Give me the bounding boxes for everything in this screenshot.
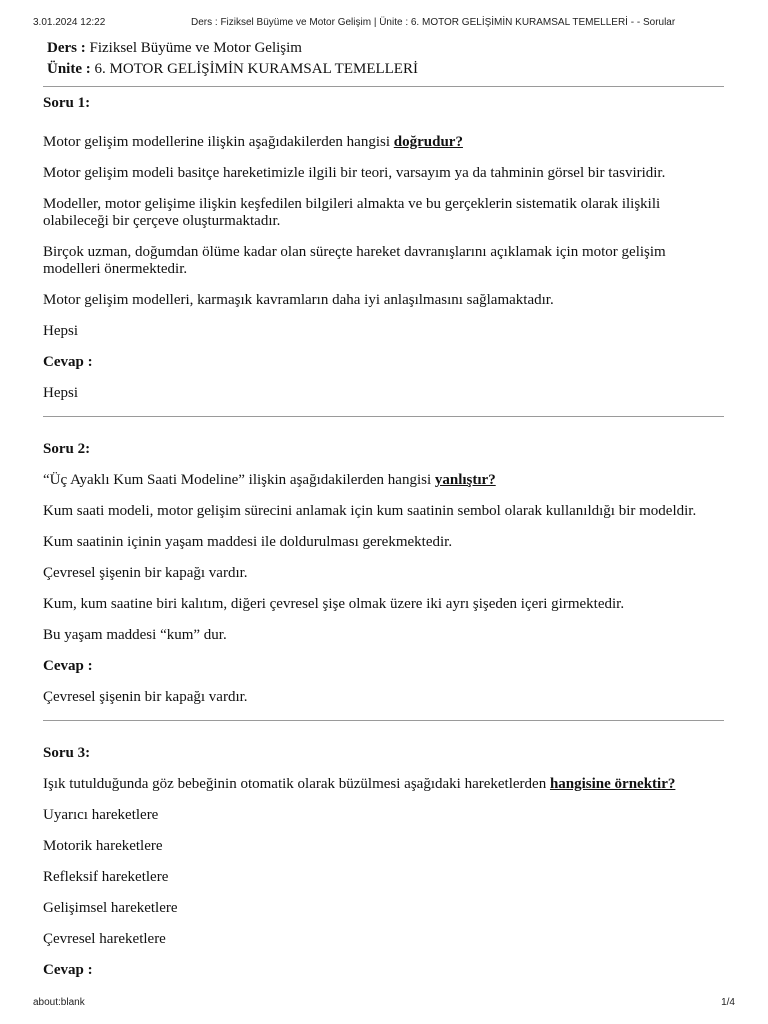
divider	[43, 720, 724, 721]
question-label: Soru 1:	[43, 95, 91, 111]
page-number: 1/4	[721, 997, 735, 1008]
answer-option: Bu yaşam maddesi “kum” dur.	[43, 627, 227, 643]
question-stem	[43, 472, 724, 489]
answer-option: Motorik hareketlere	[43, 838, 163, 854]
question-stem-text: Işık tutulduğunda göz bebeğinin otomatik olarak büzülmesi aşağıdaki hareketlerden	[43, 776, 550, 792]
answer-value: Çevresel şişenin bir kapağı vardır.	[43, 689, 248, 705]
question-stem	[43, 776, 724, 793]
course-label: Ders :	[47, 40, 86, 56]
divider	[43, 416, 724, 417]
question-stem-text: Motor gelişim modellerine ilişkin aşağıdakilerden hangisi	[43, 134, 394, 150]
unit-value: 6. MOTOR GELİŞİMİN KURAMSAL TEMELLERİ	[94, 61, 418, 77]
print-page-title: Ders : Fiziksel Büyüme ve Motor Gelişim | Ünite : 6. MOTOR GELİŞİMİN KURAMSAL TEMELLERİ - - Sorular	[191, 17, 676, 28]
question-label: Soru 2:	[43, 441, 91, 457]
course-line	[47, 38, 724, 59]
answer-option: Çevresel hareketlere	[43, 931, 166, 947]
question-stem-emphasis: hangisine örnektir?	[549, 776, 676, 792]
answer-option: Refleksif hareketlere	[43, 869, 169, 885]
print-header	[33, 16, 735, 30]
question-3	[43, 745, 724, 979]
unit-line	[47, 59, 724, 80]
unit-label: Ünite :	[47, 61, 91, 77]
answer-option: Birçok uzman, doğumdan ölüme kadar olan süreçte hareket davranışlarını açıklamak için motor gelişim modelleri önermektedir.	[43, 244, 666, 277]
course-value: Fiziksel Büyüme ve Motor Gelişim	[89, 40, 302, 56]
print-footer	[33, 996, 735, 1010]
answer-option: Motor gelişim modeli basitçe hareketimizle ilgili bir teori, varsayım ya da tahminin görsel bir tasviridir.	[43, 165, 666, 181]
answer-option: Motor gelişim modelleri, karmaşık kavramların daha iyi anlaşılmasını sağlamaktadır.	[43, 292, 554, 308]
answer-option: Kum saati modeli, motor gelişim sürecini anlamak için kum saatinin sembol olarak kullanıldığı bir modeldir.	[43, 503, 697, 519]
divider	[43, 86, 724, 87]
answer-option: Uyarıcı hareketlere	[43, 807, 159, 823]
answer-option: Gelişimsel hareketlere	[43, 900, 178, 916]
print-datetime: 3.01.2024 12:22	[33, 17, 106, 28]
answer-option: Hepsi	[43, 323, 78, 339]
answer-label: Cevap :	[43, 354, 93, 370]
answer-label: Cevap :	[43, 658, 93, 674]
question-1	[43, 95, 724, 402]
document-content	[43, 38, 724, 979]
question-stem-emphasis: doğrudur?	[393, 134, 463, 150]
answer-option: Çevresel şişenin bir kapağı vardır.	[43, 565, 248, 581]
answer-option: Kum saatinin içinin yaşam maddesi ile doldurulması gerekmektedir.	[43, 534, 453, 550]
question-stem-emphasis: yanlıştır?	[434, 472, 496, 488]
answer-option: Modeller, motor gelişime ilişkin keşfedilen bilgileri almakta ve bu gerçeklerin sistematik olarak ilişkili olabileceği bir çerçeve oluşturmaktadır.	[43, 196, 661, 229]
print-url: about:blank	[33, 997, 85, 1008]
question-stem-text: “Üç Ayaklı Kum Saati Modeline” ilişkin aşağıdakilerden hangisi	[43, 472, 435, 488]
answer-option: Kum, kum saatine biri kalıtım, diğeri çevresel şişe olmak üzere iki ayrı şişeden içeri girmektedir.	[43, 596, 625, 612]
answer-value: Hepsi	[43, 385, 78, 401]
question-2	[43, 441, 724, 706]
question-label: Soru 3:	[43, 745, 91, 761]
course-meta	[43, 38, 724, 80]
answer-label: Cevap :	[43, 962, 93, 978]
question-stem	[43, 134, 724, 151]
